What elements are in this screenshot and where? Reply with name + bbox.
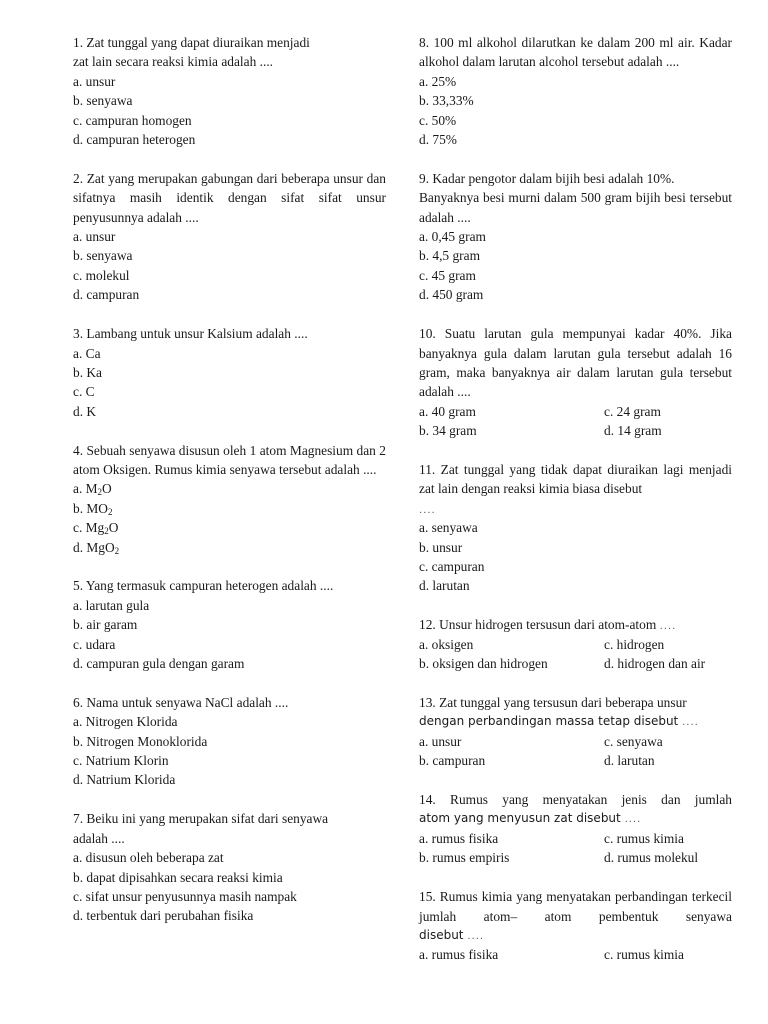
option-d: d. larutan — [604, 753, 655, 769]
option-a: a. Ca — [73, 345, 101, 361]
question-2 — [73, 169, 386, 305]
question-15 — [419, 887, 732, 965]
option-d: d. 450 gram — [419, 287, 484, 303]
question-3 — [73, 324, 386, 421]
ellipsis: .... — [467, 930, 485, 942]
question-stem: 5. Yang termasuk campuran heterogen adalah .... — [73, 578, 334, 594]
option-c: c. rumus kimia — [604, 947, 684, 963]
option-a: a. senyawa — [419, 520, 478, 536]
option-c: c. udara — [73, 636, 116, 652]
option-c: c. molekul — [73, 267, 130, 283]
options-grid — [419, 402, 732, 441]
question-stem: 15. Rumus kimia yang menyatakan perbandingan terkecil jumlah atom– atom pembentuk senyawa — [419, 889, 732, 924]
option-c — [73, 518, 386, 537]
question-stem: 3. Lambang untuk unsur Kalsium adalah .... — [73, 326, 308, 342]
formula-text: b. MO — [73, 500, 108, 516]
ellipsis: .... — [624, 814, 642, 826]
question-stem-ellipsis — [419, 499, 732, 518]
question-stem-continued — [419, 809, 732, 828]
option-c: c. hidrogen — [604, 636, 665, 652]
option-a — [73, 479, 386, 498]
option-d: d. campuran heterogen — [73, 131, 196, 147]
option-c: c. campuran — [419, 559, 485, 575]
option-c: c. C — [73, 384, 95, 400]
option-c: c. rumus kimia — [604, 830, 684, 846]
option-d: d. 14 gram — [604, 423, 662, 439]
options-grid — [419, 945, 732, 964]
question-stem: 2. Zat yang merupakan gabungan dari beberapa unsur dan sifatnya masih identik dengan sifat sifat unsur penyusunnya adalah .... — [73, 170, 386, 225]
option-a: a. unsur — [73, 73, 116, 89]
question-1 — [73, 33, 386, 149]
option-b: b. air garam — [73, 617, 138, 633]
option-c: c. 50% — [419, 112, 457, 128]
option-a: a. Nitrogen Klorida — [73, 714, 178, 730]
question-stem: 14. Rumus yang menyatakan jenis dan jumlah — [419, 792, 732, 808]
ellipsis: .... — [419, 504, 436, 516]
option-c: c. 45 gram — [419, 267, 476, 283]
option-a: a. rumus fisika — [419, 947, 499, 963]
formula-text: O — [108, 520, 119, 536]
option-b — [73, 499, 386, 518]
option-a: a. oksigen — [419, 636, 474, 652]
option-a: a. unsur — [73, 229, 116, 245]
option-d: d. terbentuk dari perubahan fisika — [73, 908, 254, 924]
question-stem: 6. Nama untuk senyawa NaCl adalah .... — [73, 694, 289, 710]
question-stem-text: dengan perbandingan massa tetap disebut — [419, 714, 679, 729]
option-c: c. senyawa — [604, 733, 663, 749]
question-stem-line: zat lain secara reaksi kimia adalah .... — [73, 54, 274, 70]
question-stem: 9. Kadar pengotor dalam bijih besi adalah 10%. — [419, 170, 675, 186]
option-b: b. rumus empiris — [419, 850, 510, 866]
option-b: b. 34 gram — [419, 423, 477, 439]
formula-subscript: 2 — [104, 526, 109, 537]
options-grid — [419, 829, 732, 868]
question-stem-continued: Banyaknya besi murni dalam 500 gram bijih besi tersebut adalah .... — [419, 190, 732, 225]
option-a: a. 25% — [419, 73, 457, 89]
options-grid — [419, 732, 732, 771]
option-a: a. disusun oleh beberapa zat — [73, 850, 224, 866]
option-d: d. Natrium Klorida — [73, 772, 176, 788]
question-4 — [73, 441, 386, 557]
ellipsis: .... — [659, 621, 677, 633]
option-b: b. campuran — [419, 753, 486, 769]
question-stem-continued — [419, 926, 732, 945]
question-stem — [419, 615, 732, 634]
ellipsis: .... — [682, 717, 699, 729]
option-c: c. sifat unsur penyusunnya masih nampak — [73, 888, 297, 904]
option-b: b. 4,5 gram — [419, 248, 480, 264]
question-stem-text: disebut — [419, 927, 464, 942]
question-13 — [419, 693, 732, 771]
option-c: c. campuran homogen — [73, 112, 192, 128]
option-d — [73, 538, 386, 557]
question-stem: 13. Zat tunggal yang tersusun dari beberapa unsur — [419, 694, 687, 710]
question-8 — [419, 33, 732, 149]
option-b: b. dapat dipisahkan secara reaksi kimia — [73, 869, 283, 885]
formula-subscript: 2 — [107, 506, 113, 517]
option-d: d. 75% — [419, 131, 457, 147]
option-a: a. 40 gram — [419, 403, 476, 419]
option-b: b. 33,33% — [419, 93, 474, 109]
option-b: b. senyawa — [73, 93, 133, 109]
question-stem-continued — [419, 712, 732, 731]
question-10 — [419, 324, 732, 440]
question-stem-text: 12. Unsur hidrogen tersusun dari atom-atom — [419, 617, 657, 633]
option-b: b. Nitrogen Monoklorida — [73, 733, 208, 749]
option-b: b. senyawa — [73, 248, 133, 264]
option-d: d. rumus molekul — [604, 850, 699, 866]
question-12 — [419, 615, 732, 673]
question-stem: 8. 100 ml alkohol dilarutkan ke dalam 200 ml air. Kadar alkohol dalam larutan alcohol tersebut adalah .... — [419, 35, 732, 70]
option-c: c. Natrium Klorin — [73, 753, 169, 769]
formula-text: a. M — [73, 481, 98, 497]
options-grid — [419, 635, 732, 674]
option-d: d. campuran gula dengan garam — [73, 656, 245, 672]
question-9 — [419, 169, 732, 305]
formula-text: d. MgO — [73, 539, 115, 555]
question-stem: 11. Zat tunggal yang tidak dapat diuraikan lagi menjadi zat lain dengan reaksi kimia biasa disebut — [419, 462, 732, 497]
question-stem-text: atom yang menyusun zat disebut — [419, 811, 621, 826]
option-b: b. oksigen dan hidrogen — [419, 656, 548, 672]
option-a: a. larutan gula — [73, 597, 150, 613]
question-14 — [419, 790, 732, 868]
option-d: d. campuran — [73, 287, 140, 303]
formula-text: O — [102, 481, 112, 497]
question-stem-line: adalah .... — [73, 830, 125, 846]
question-stem: 4. Sebuah senyawa disusun oleh 1 atom Magnesium dan 2 atom Oksigen. Rumus kimia senyawa tersebut adalah .... — [73, 442, 386, 477]
right-column — [419, 33, 732, 984]
question-7 — [73, 809, 386, 925]
option-b: b. Ka — [73, 364, 103, 380]
option-a: a. rumus fisika — [419, 830, 499, 846]
question-stem: 10. Suatu larutan gula mempunyai kadar 40%. Jika banyaknya gula dalam larutan gula tersebut adalah 16 gram, maka banyaknya air dalam larutan gula tersebut adalah .... — [419, 326, 732, 400]
left-column — [73, 33, 386, 945]
formula-subscript: 2 — [114, 545, 120, 556]
option-b: b. unsur — [419, 539, 463, 555]
formula-subscript: 2 — [97, 487, 103, 498]
option-c: c. 24 gram — [604, 403, 661, 419]
option-a: a. 0,45 gram — [419, 229, 486, 245]
question-6 — [73, 693, 386, 790]
option-d: d. larutan — [419, 578, 470, 594]
option-d: d. K — [73, 403, 97, 419]
option-d: d. hidrogen dan air — [604, 656, 706, 672]
formula-text: c. Mg — [73, 520, 105, 536]
question-11 — [419, 460, 732, 596]
question-stem-line: 7. Beiku ini yang merupakan sifat dari senyawa — [73, 811, 329, 827]
question-stem-line: 1. Zat tunggal yang dapat diuraikan menjadi — [73, 35, 310, 50]
question-5 — [73, 576, 386, 673]
option-a: a. unsur — [419, 733, 462, 749]
